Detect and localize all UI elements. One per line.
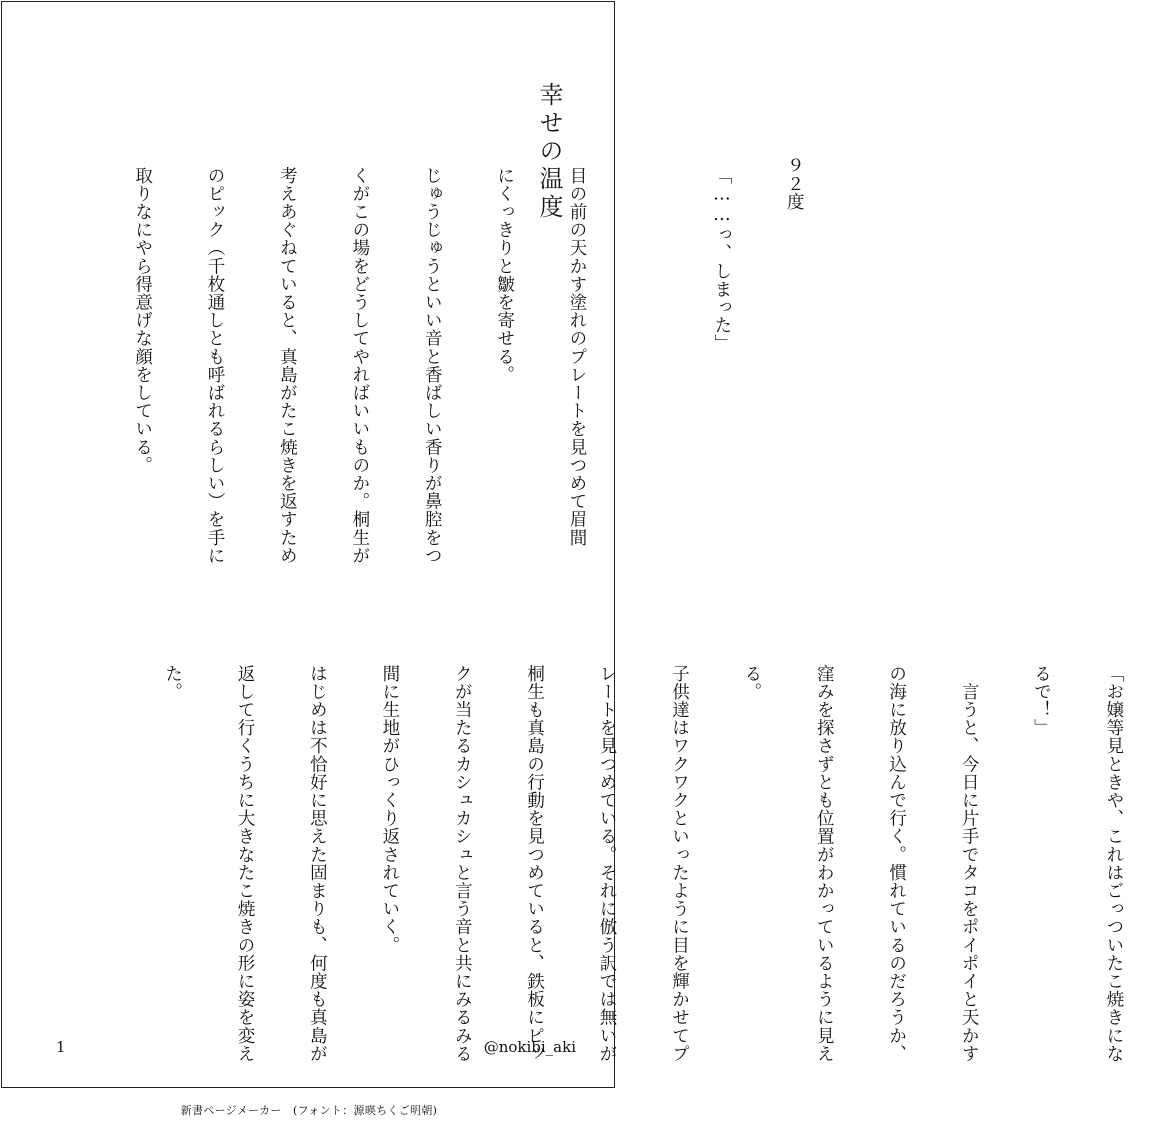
text-line: る。 bbox=[741, 664, 762, 701]
text-line: くがこの場をどうしてやればいいものか。桐生が bbox=[349, 166, 370, 565]
text-line: 「お嬢等見ときや、これはごっついたこ焼きにな bbox=[1103, 664, 1124, 1063]
footer-credit: 新書ページメーカー (フォント：源暎ちくご明朝) bbox=[180, 1104, 438, 1117]
story-title: 幸せの温度 bbox=[535, 82, 563, 222]
text-line: 窪みを探さずとも位置がわかっているように見え bbox=[814, 664, 835, 1063]
upper-text-block bbox=[52, 84, 812, 565]
text-line: 考えあぐねていると、真島がたこ焼きを返すため bbox=[277, 166, 298, 565]
text-line: 返して行くうちに大きなたこ焼きの形に姿を変え bbox=[235, 664, 256, 1063]
text-line: 桐生も真島の行動を見つめていると、鉄板にピッ bbox=[524, 664, 545, 1063]
text-line: るで！」 bbox=[1031, 664, 1052, 737]
text-line: じゅうじゅうといい音と香ばしい香りが鼻腔をつ bbox=[422, 166, 443, 565]
story-subtitle: ９２度 bbox=[784, 156, 805, 211]
text-line: のピック（千枚通しとも呼ばれるらしい）を手に bbox=[205, 166, 226, 565]
text-line: の海に放り込んで行く。慣れているのだろうか、 bbox=[886, 664, 907, 1063]
text-line: 間に生地がひっくり返されていく。 bbox=[379, 664, 400, 955]
page-number: 1 bbox=[56, 1038, 66, 1056]
text-line: 言うと、今日に片手でタコをポイポイと天かす bbox=[959, 664, 980, 1063]
text-line: 目の前の天かす塗れのプレートを見つめて眉間 bbox=[567, 166, 588, 547]
text-line: 子供達はワクワクといったように目を輝かせてプ bbox=[669, 664, 690, 1063]
manuscript-page bbox=[1, 1, 1124, 1088]
text-line: 「……っ、しまった」 bbox=[711, 166, 732, 353]
author-handle: @nokibi_aki bbox=[483, 1038, 576, 1056]
text-line: にくっきりと皺を寄せる。 bbox=[494, 166, 515, 384]
text-line: はじめは不恰好に思えた固まりも、何度も真島が bbox=[307, 664, 328, 1063]
text-line: 取りなにやら得意げな顔をしている。 bbox=[132, 166, 153, 475]
text-line: レートを見つめている。それに倣う訳では無いが bbox=[597, 664, 618, 1063]
text-line: た。 bbox=[162, 664, 183, 701]
text-line: クが当たるカシュカシュと言う音と共にみるみる bbox=[452, 664, 473, 1063]
